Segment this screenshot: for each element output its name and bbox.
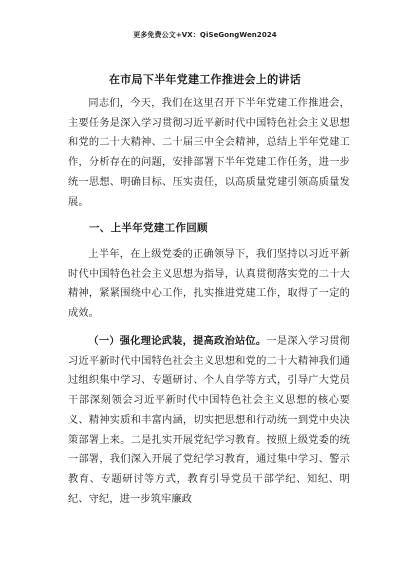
subsection-lead: （一）强化理论武装，提高政治站位。 <box>88 335 267 347</box>
subsection-text <box>68 332 350 509</box>
section-body-text: 上半年，在上级党委的正确领导下，我们坚持以习近平新时代中国特色社会主义思想为指导，认真贯彻落实党的二十大精神，紧紧围绕中心工作，扎实推进党建工作，取得了一定的成效。 <box>68 249 350 320</box>
intro-paragraph <box>68 94 350 212</box>
intro-paragraph-text: 同志们，今天，我们在这里召开下半年党建工作推进会，主要任务是深入学习贯彻习近平新时代中国特色社会主义思想和党的二十大精神、二十届三中全会精神，总结上半年党建工作，分析存在的问题，安排部署下半年党建工作任务，进一步统一思想、明确目标、压实责任，以高质量党建引领高质量发展。 <box>68 98 350 208</box>
document-title: 在市局下半年党建工作推进会上的讲话 <box>108 73 302 86</box>
header-note: 更多免费公文+VX：QiSeGongWen2024 <box>133 31 277 39</box>
section-body-paragraph <box>68 245 350 324</box>
subsection-body: 一是深入学习贯彻习近平新时代中国特色社会主义思想和党的二十大精神我们通过组织集中学习、专题研讨、个人自学等方式，引导广大党员干部深刻领会习近平新时代中国特色社会主义思想的核心要义、精神实质和丰富内涵，切实把思想和行动统一到党中央决策部署上来。二是扎实开展党纪学习教育。按照上级党委的统一部署，我们深入开展了党纪学习教育，通过集中学习、警示教育、专题研讨等方式，教育引导党员干部学纪、知纪、明纪、守纪，进一步筑牢廉政 <box>68 336 350 505</box>
section-heading: 一、上半年党建工作回顾 <box>89 222 208 234</box>
subsection-paragraph <box>68 332 350 509</box>
